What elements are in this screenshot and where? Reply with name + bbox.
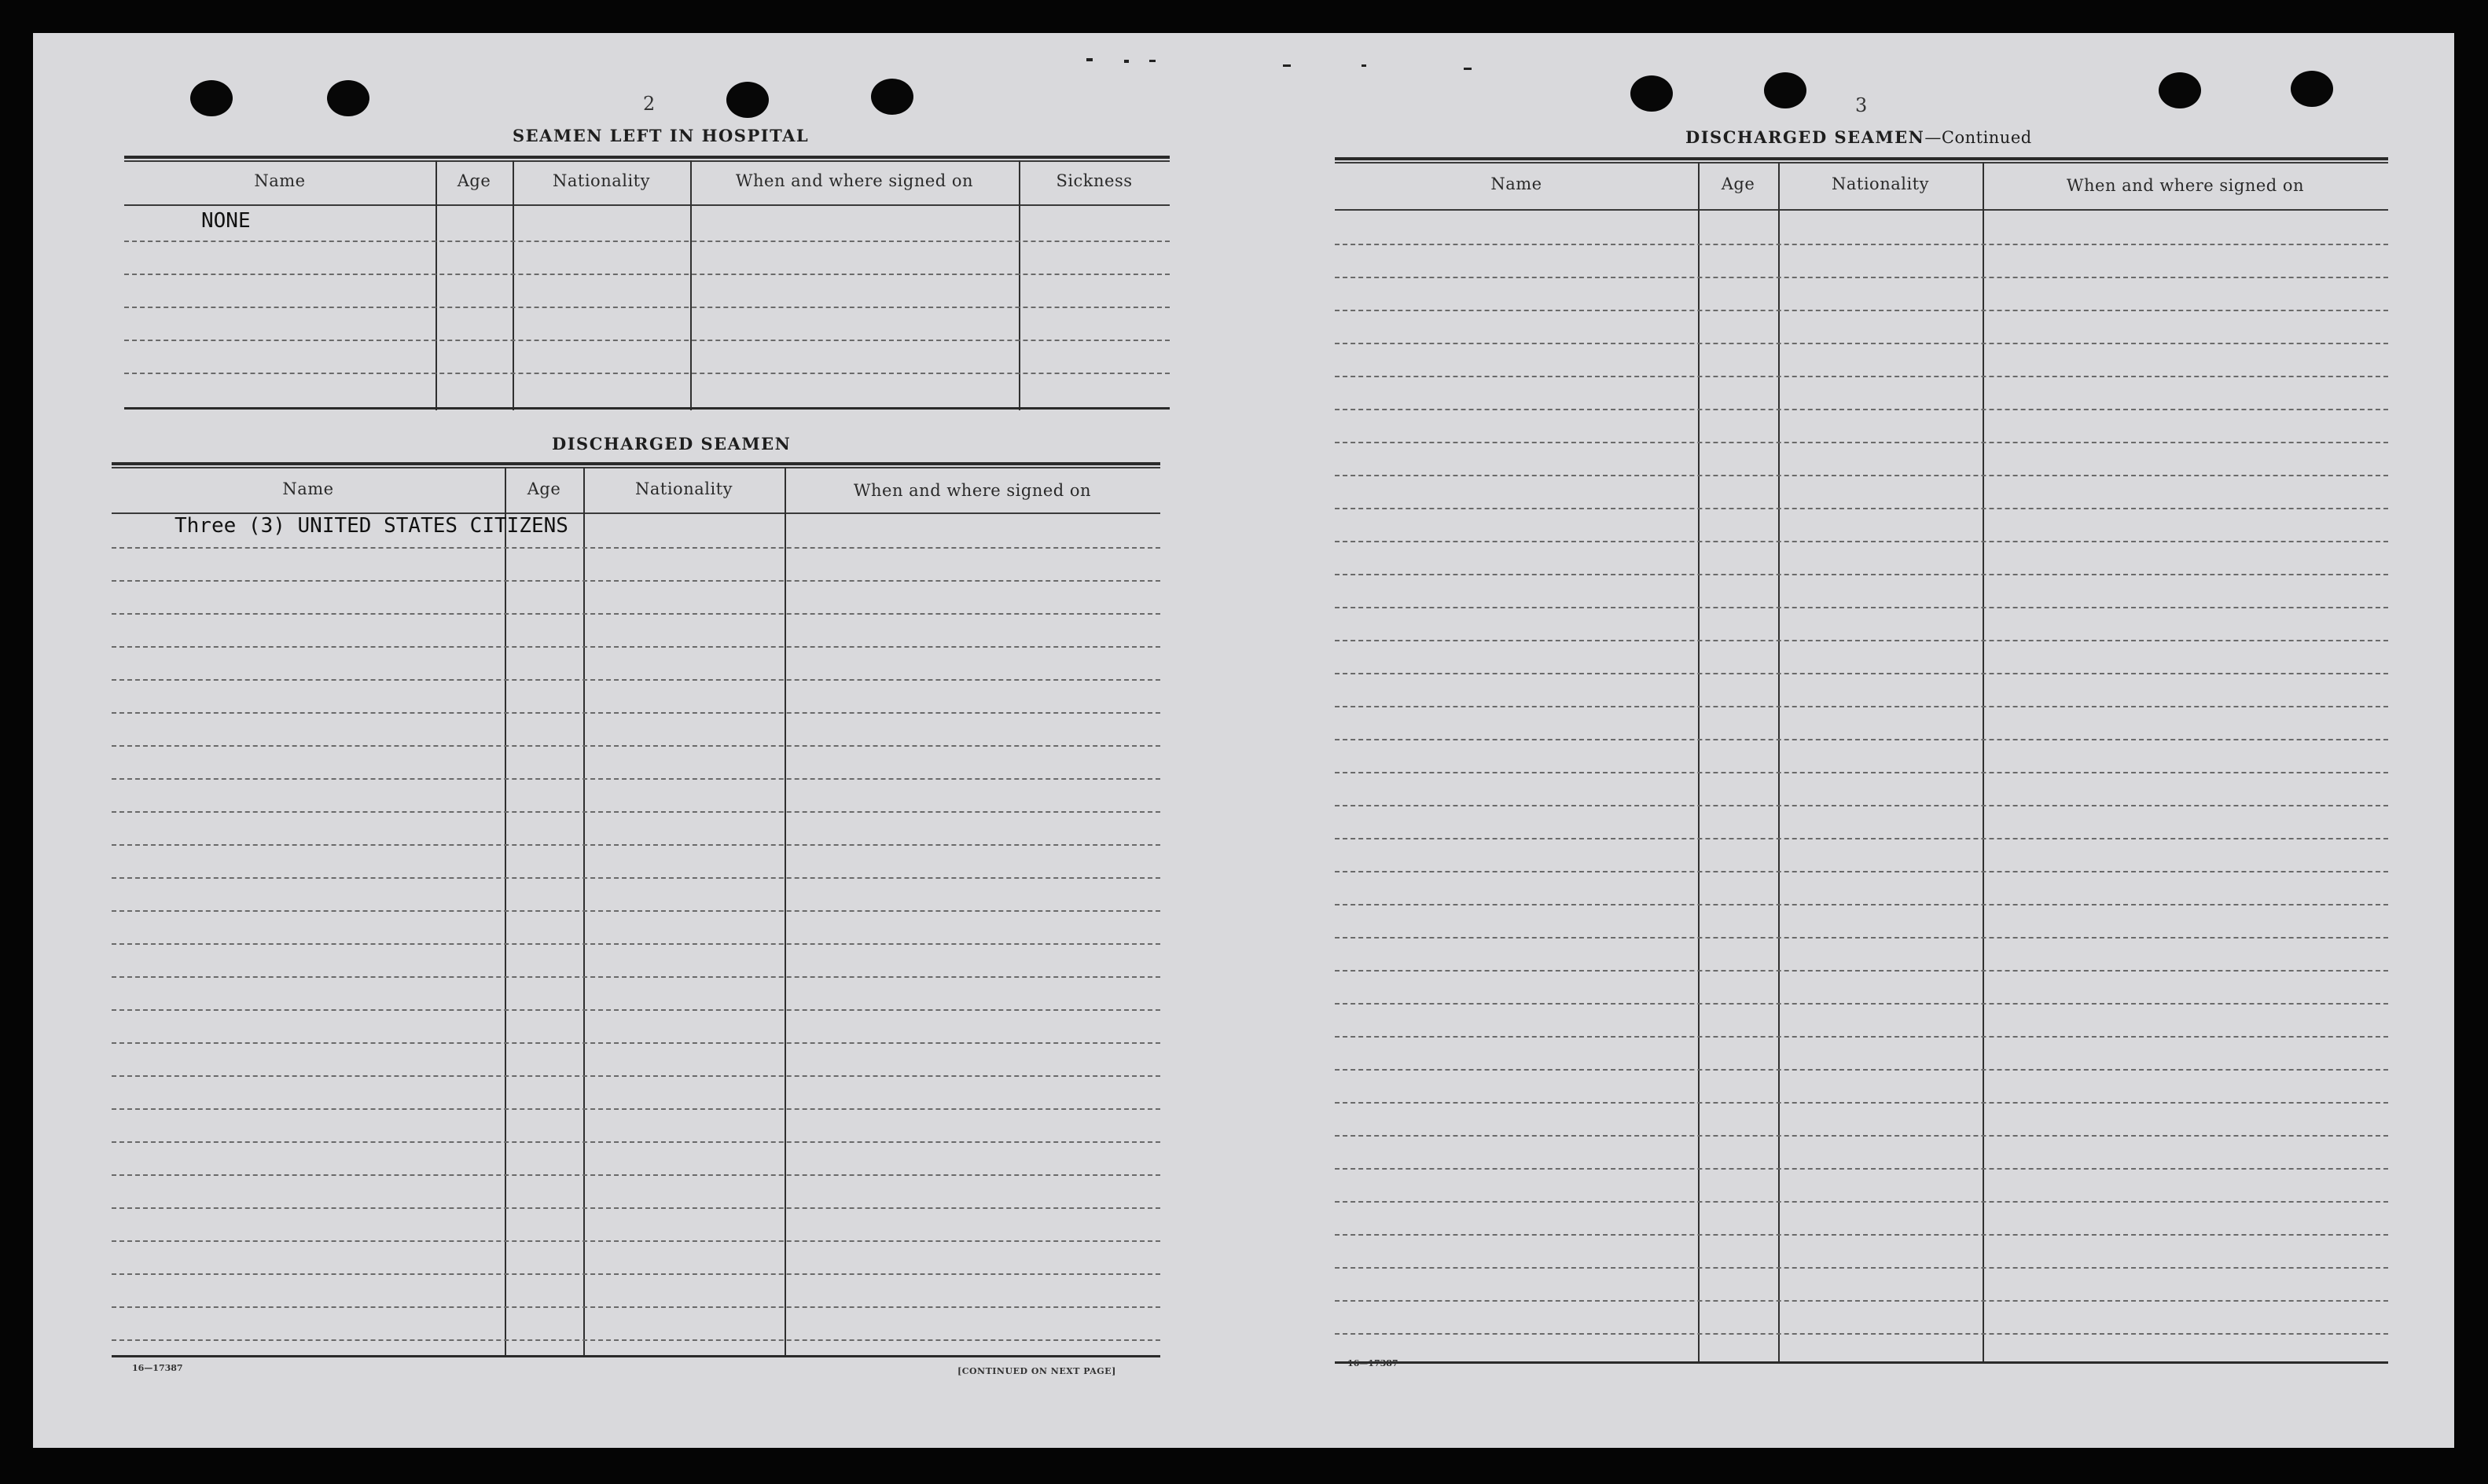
hospital-col-age: Age — [457, 171, 491, 190]
right-section-title — [1685, 127, 2032, 147]
discharged-col-nationality: Nationality — [635, 479, 733, 498]
left-form-number: 16—17387 — [132, 1363, 183, 1373]
ink-speck — [1124, 60, 1129, 63]
ink-speck — [1283, 64, 1291, 67]
right-title-suffix: —Continued — [1924, 128, 2032, 147]
right-page-number: 3 — [1855, 94, 1868, 116]
right-title-main: DISCHARGED SEAMEN — [1685, 127, 1925, 147]
hospital-col-nationality: Nationality — [553, 171, 650, 190]
right-col-age: Age — [1721, 174, 1755, 193]
document-sheet — [33, 33, 2454, 1448]
punch-hole — [2159, 72, 2201, 108]
punch-hole — [190, 80, 233, 116]
punch-hole — [1764, 72, 1806, 108]
hospital-entry: NONE — [201, 209, 251, 233]
ink-speck — [1086, 58, 1093, 61]
right-form-number: 16—17387 — [1347, 1358, 1398, 1368]
punch-hole — [327, 80, 369, 116]
hospital-col-name: Name — [254, 171, 306, 190]
ink-speck — [1362, 64, 1366, 67]
continued-note: [CONTINUED ON NEXT PAGE] — [957, 1366, 1116, 1376]
hospital-table — [124, 156, 1170, 418]
discharged-entry: Three (3) UNITED STATES CITIZENS — [175, 514, 568, 538]
punch-hole — [871, 79, 913, 115]
right-col-nationality: Nationality — [1832, 174, 1929, 193]
punch-hole — [2291, 71, 2333, 107]
punch-hole — [726, 82, 769, 118]
punch-hole — [1630, 75, 1673, 112]
discharged-col-age: Age — [527, 479, 561, 498]
hospital-col-sickness: Sickness — [1056, 171, 1133, 190]
left-page-number: 2 — [643, 93, 656, 115]
ink-speck — [1464, 68, 1472, 70]
discharged-table-left — [112, 462, 1160, 1390]
discharged-col-signed-on: When and where signed on — [853, 481, 1092, 500]
discharged-section-title: DISCHARGED SEAMEN — [552, 434, 792, 454]
hospital-col-signed-on: When and where signed on — [735, 171, 974, 190]
discharged-table-right — [1335, 157, 2388, 1394]
right-col-signed-on: When and where signed on — [2066, 176, 2305, 195]
discharged-col-name: Name — [282, 479, 334, 498]
ink-speck — [1149, 60, 1156, 62]
hospital-section-title: SEAMEN LEFT IN HOSPITAL — [513, 126, 810, 145]
right-col-name: Name — [1490, 174, 1542, 193]
